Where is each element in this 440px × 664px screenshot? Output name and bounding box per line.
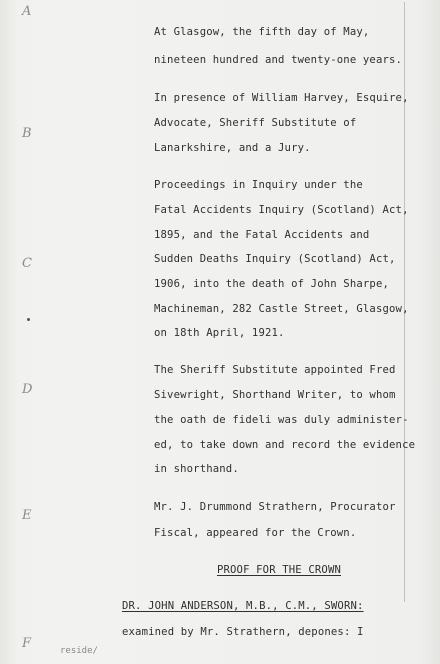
text-line: The Sheriff Substitute appointed Fred <box>154 364 396 376</box>
text-line: Lanarkshire, and a Jury. <box>154 142 311 154</box>
text-line: nineteen hundred and twenty-one years. <box>154 54 403 66</box>
text-line: Mr. J. Drummond Strathern, Procurator <box>154 501 396 513</box>
section-heading: PROOF FOR THE CROWN <box>216 564 342 576</box>
text-line: Advocate, Sheriff Substitute of <box>154 117 357 129</box>
text-line: on 18th April, 1921. <box>154 327 285 339</box>
text-line: ed, to take down and record the evidence <box>154 439 416 451</box>
punch-dot <box>27 318 30 321</box>
text-line: Proceedings in Inquiry under the <box>154 179 363 191</box>
text-line: Sudden Deaths Inquiry (Scotland) Act, <box>154 253 396 265</box>
text-line: In presence of William Harvey, Esquire, <box>154 92 409 104</box>
continuation-note: reside/ <box>60 646 98 656</box>
margin-letter-e: E <box>22 508 32 523</box>
margin-letter-f: F <box>22 636 32 651</box>
margin-letter-b: B <box>22 126 32 141</box>
text-line: Fatal Accidents Inquiry (Scotland) Act, <box>154 204 409 216</box>
witness-name: DR. JOHN ANDERSON, M.B., C.M., SWORN: <box>122 600 364 612</box>
text-line: the oath de fideli was duly administer- <box>154 414 409 426</box>
text-line: Fiscal, appeared for the Crown. <box>154 527 357 539</box>
text-line: At Glasgow, the fifth day of May, <box>154 26 370 38</box>
text-line: Sivewright, Shorthand Writer, to whom <box>154 389 396 401</box>
margin-letter-d: D <box>22 382 33 397</box>
text-line: Machineman, 282 Castle Street, Glasgow, <box>154 303 409 315</box>
text-line: 1906, into the death of John Sharpe, <box>154 278 390 290</box>
text-line: 1895, and the Fatal Accidents and <box>154 229 370 241</box>
text-line: in shorthand. <box>154 463 239 475</box>
text-line: examined by Mr. Strathern, depones: I <box>122 626 364 638</box>
margin-letter-c: C <box>22 256 32 271</box>
margin-letter-a: A <box>22 4 32 19</box>
